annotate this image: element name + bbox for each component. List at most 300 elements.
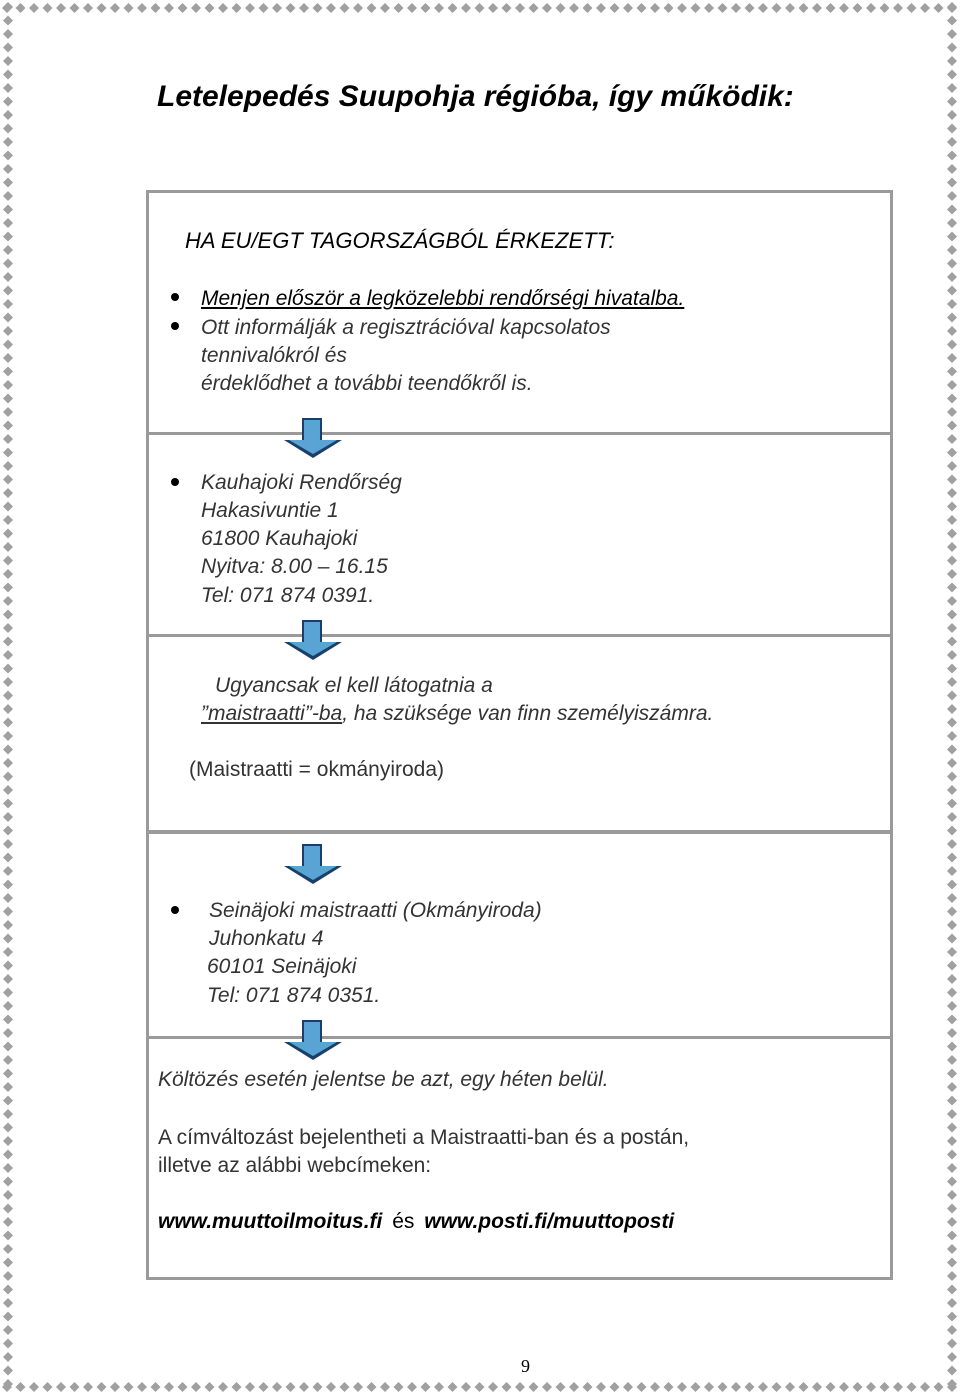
border-diamond bbox=[947, 110, 957, 120]
border-diamond bbox=[785, 1382, 795, 1392]
border-diamond bbox=[3, 934, 13, 944]
border-diamond bbox=[3, 110, 13, 120]
down-arrow-icon bbox=[284, 844, 342, 886]
border-diamond bbox=[3, 785, 13, 795]
border-diamond bbox=[947, 1163, 957, 1173]
border-diamond bbox=[947, 1123, 957, 1133]
border-diamond bbox=[893, 1382, 903, 1392]
border-diamond bbox=[839, 1382, 849, 1392]
border-diamond bbox=[3, 853, 13, 863]
eu-arrival-box bbox=[146, 190, 893, 435]
border-diamond bbox=[853, 1382, 863, 1392]
border-diamond bbox=[448, 1382, 458, 1392]
border-diamond bbox=[151, 3, 161, 13]
border-diamond bbox=[83, 1382, 93, 1392]
border-diamond bbox=[947, 434, 957, 444]
border-diamond bbox=[650, 3, 660, 13]
border-diamond bbox=[475, 3, 485, 13]
border-diamond bbox=[245, 3, 255, 13]
border-diamond bbox=[3, 596, 13, 606]
border-diamond bbox=[421, 1382, 431, 1392]
border-diamond bbox=[947, 1015, 957, 1025]
url-muuttoilmoitus[interactable]: www.muuttoilmoitus.fi bbox=[158, 1210, 383, 1233]
border-diamond bbox=[3, 1325, 13, 1335]
border-diamond bbox=[299, 1382, 309, 1392]
border-diamond bbox=[947, 1271, 957, 1281]
border-diamond bbox=[97, 1382, 107, 1392]
border-diamond bbox=[529, 1382, 539, 1392]
seinajoki-address-box bbox=[146, 831, 893, 1039]
border-diamond bbox=[623, 1382, 633, 1392]
border-diamond bbox=[583, 3, 593, 13]
border-diamond bbox=[259, 3, 269, 13]
bullet bbox=[171, 906, 179, 914]
border-diamond bbox=[947, 1298, 957, 1308]
border-diamond bbox=[3, 974, 13, 984]
border-diamond bbox=[947, 853, 957, 863]
border-diamond bbox=[947, 1312, 957, 1322]
border-diamond bbox=[3, 326, 13, 336]
maistraatti-line2-rest: , ha szüksége van finn személyiszámra. bbox=[342, 702, 714, 725]
border-diamond bbox=[272, 1382, 282, 1392]
border-diamond bbox=[947, 448, 957, 458]
border-diamond bbox=[947, 1109, 957, 1119]
border-diamond bbox=[191, 3, 201, 13]
border-diamond bbox=[947, 1352, 957, 1362]
police-phone: Tel: 071 874 0391. bbox=[201, 584, 375, 607]
border-diamond bbox=[407, 1382, 417, 1392]
border-diamond bbox=[772, 1382, 782, 1392]
border-diamond bbox=[947, 313, 957, 323]
border-diamond bbox=[3, 569, 13, 579]
border-diamond bbox=[947, 353, 957, 363]
border-diamond bbox=[866, 1382, 876, 1392]
border-diamond bbox=[3, 1312, 13, 1322]
border-diamond bbox=[947, 164, 957, 174]
border-diamond bbox=[947, 1217, 957, 1227]
border-diamond bbox=[3, 367, 13, 377]
border-diamond bbox=[3, 97, 13, 107]
office-street: Juhonkatu 4 bbox=[209, 927, 324, 950]
border-diamond bbox=[947, 772, 957, 782]
border-diamond bbox=[43, 3, 53, 13]
border-diamond bbox=[799, 1382, 809, 1392]
border-diamond bbox=[947, 191, 957, 201]
border-diamond bbox=[3, 124, 13, 134]
border-diamond bbox=[353, 3, 363, 13]
border-diamond bbox=[947, 97, 957, 107]
border-diamond bbox=[947, 650, 957, 660]
border-diamond bbox=[3, 475, 13, 485]
border-diamond bbox=[812, 3, 822, 13]
border-diamond bbox=[826, 3, 836, 13]
border-diamond bbox=[3, 232, 13, 242]
border-diamond bbox=[218, 3, 228, 13]
address-change-line1: A címváltozást bejelentheti a Maistraatti-ban és a postán, bbox=[158, 1126, 690, 1149]
border-diamond bbox=[677, 3, 687, 13]
border-diamond bbox=[70, 1382, 80, 1392]
border-diamond bbox=[947, 56, 957, 66]
border-diamond bbox=[3, 772, 13, 782]
border-diamond bbox=[947, 880, 957, 890]
border-diamond bbox=[3, 380, 13, 390]
border-diamond bbox=[947, 745, 957, 755]
border-diamond bbox=[677, 1382, 687, 1392]
border-diamond bbox=[3, 826, 13, 836]
diamond-border-bottom bbox=[0, 1378, 960, 1396]
border-diamond bbox=[947, 124, 957, 134]
border-diamond bbox=[3, 2, 13, 12]
border-diamond bbox=[947, 515, 957, 525]
border-diamond bbox=[542, 3, 552, 13]
border-diamond bbox=[947, 826, 957, 836]
border-diamond bbox=[947, 610, 957, 620]
border-diamond bbox=[947, 785, 957, 795]
border-diamond bbox=[340, 3, 350, 13]
border-diamond bbox=[947, 664, 957, 674]
border-diamond bbox=[3, 650, 13, 660]
border-diamond bbox=[704, 1382, 714, 1392]
border-diamond bbox=[947, 1190, 957, 1200]
border-diamond bbox=[3, 664, 13, 674]
border-diamond bbox=[947, 205, 957, 215]
border-diamond bbox=[3, 731, 13, 741]
border-diamond bbox=[3, 704, 13, 714]
border-diamond bbox=[164, 1382, 174, 1392]
border-diamond bbox=[448, 3, 458, 13]
border-diamond bbox=[947, 83, 957, 93]
border-diamond bbox=[3, 70, 13, 80]
border-diamond bbox=[515, 3, 525, 13]
border-diamond bbox=[947, 812, 957, 822]
border-diamond bbox=[3, 1339, 13, 1349]
border-diamond bbox=[947, 758, 957, 768]
border-diamond bbox=[920, 1382, 930, 1392]
border-diamond bbox=[920, 3, 930, 13]
border-diamond bbox=[3, 1217, 13, 1227]
border-diamond bbox=[3, 907, 13, 917]
border-diamond bbox=[3, 1244, 13, 1254]
border-diamond bbox=[3, 812, 13, 822]
border-diamond bbox=[3, 1150, 13, 1160]
border-diamond bbox=[407, 3, 417, 13]
border-diamond bbox=[718, 3, 728, 13]
border-diamond bbox=[569, 1382, 579, 1392]
border-diamond bbox=[3, 191, 13, 201]
border-diamond bbox=[3, 178, 13, 188]
border-diamond bbox=[637, 3, 647, 13]
border-diamond bbox=[745, 3, 755, 13]
border-diamond bbox=[286, 3, 296, 13]
border-diamond bbox=[3, 245, 13, 255]
border-diamond bbox=[3, 947, 13, 957]
border-diamond bbox=[3, 1285, 13, 1295]
border-diamond bbox=[947, 947, 957, 957]
border-diamond bbox=[947, 70, 957, 80]
bullet bbox=[171, 293, 179, 301]
link-conjunction: és bbox=[392, 1210, 415, 1233]
border-diamond bbox=[947, 475, 957, 485]
border-diamond bbox=[947, 488, 957, 498]
border-diamond bbox=[947, 569, 957, 579]
border-diamond bbox=[947, 1028, 957, 1038]
border-diamond bbox=[205, 1382, 215, 1392]
maistraatti-definition: (Maistraatti = okmányiroda) bbox=[189, 758, 445, 781]
border-diamond bbox=[596, 1382, 606, 1392]
border-diamond bbox=[3, 745, 13, 755]
border-diamond bbox=[947, 137, 957, 147]
border-diamond bbox=[947, 961, 957, 971]
border-diamond bbox=[3, 313, 13, 323]
border-diamond bbox=[907, 3, 917, 13]
down-arrow-icon bbox=[284, 1020, 342, 1062]
border-diamond bbox=[529, 3, 539, 13]
border-diamond bbox=[731, 3, 741, 13]
border-diamond bbox=[3, 488, 13, 498]
border-diamond bbox=[313, 3, 323, 13]
border-diamond bbox=[610, 1382, 620, 1392]
border-diamond bbox=[947, 43, 957, 53]
border-diamond bbox=[704, 3, 714, 13]
diamond-border-top bbox=[0, 0, 960, 18]
maistraatti-info-box bbox=[146, 634, 893, 833]
border-diamond bbox=[758, 1382, 768, 1392]
border-diamond bbox=[664, 1382, 674, 1392]
border-diamond bbox=[3, 583, 13, 593]
border-diamond bbox=[3, 1298, 13, 1308]
border-diamond bbox=[488, 1382, 498, 1392]
border-diamond bbox=[3, 1028, 13, 1038]
border-diamond bbox=[947, 380, 957, 390]
border-diamond bbox=[232, 3, 242, 13]
border-diamond bbox=[947, 596, 957, 606]
border-diamond bbox=[3, 43, 13, 53]
border-diamond bbox=[947, 529, 957, 539]
border-diamond bbox=[947, 718, 957, 728]
border-diamond bbox=[245, 1382, 255, 1392]
maistraatti-line1: Ugyancsak el kell látogatnia a bbox=[215, 674, 493, 697]
border-diamond bbox=[947, 407, 957, 417]
border-diamond bbox=[3, 1001, 13, 1011]
border-diamond bbox=[947, 259, 957, 269]
border-diamond bbox=[3, 637, 13, 647]
border-diamond bbox=[3, 421, 13, 431]
border-diamond bbox=[947, 988, 957, 998]
border-diamond bbox=[137, 1382, 147, 1392]
list-item-info-line2: tennivalókról és bbox=[201, 344, 347, 367]
border-diamond bbox=[56, 1382, 66, 1392]
down-arrow-icon bbox=[284, 418, 342, 460]
border-diamond bbox=[947, 1042, 957, 1052]
police-hours: Nyitva: 8.00 – 16.15 bbox=[201, 555, 388, 578]
border-diamond bbox=[3, 218, 13, 228]
border-diamond bbox=[826, 1382, 836, 1392]
border-diamond bbox=[340, 1382, 350, 1392]
border-diamond bbox=[367, 1382, 377, 1392]
address-change-line2: illetve az alábbi webcímeken: bbox=[158, 1154, 432, 1177]
border-diamond bbox=[3, 151, 13, 161]
border-diamond bbox=[3, 529, 13, 539]
border-diamond bbox=[947, 326, 957, 336]
border-diamond bbox=[947, 29, 957, 39]
border-diamond bbox=[3, 448, 13, 458]
border-diamond bbox=[367, 3, 377, 13]
border-diamond bbox=[556, 1382, 566, 1392]
border-diamond bbox=[664, 3, 674, 13]
border-diamond bbox=[839, 3, 849, 13]
page-number: 9 bbox=[521, 1356, 530, 1376]
border-diamond bbox=[394, 3, 404, 13]
border-diamond bbox=[110, 3, 120, 13]
border-diamond bbox=[3, 407, 13, 417]
border-diamond bbox=[3, 1123, 13, 1133]
border-diamond bbox=[893, 3, 903, 13]
border-diamond bbox=[947, 799, 957, 809]
border-diamond bbox=[3, 1096, 13, 1106]
border-diamond bbox=[137, 3, 147, 13]
border-diamond bbox=[718, 1382, 728, 1392]
border-diamond bbox=[947, 1069, 957, 1079]
border-diamond bbox=[947, 907, 957, 917]
border-diamond bbox=[124, 1382, 134, 1392]
border-diamond bbox=[3, 839, 13, 849]
border-diamond bbox=[3, 83, 13, 93]
web-links bbox=[158, 1211, 674, 1232]
url-posti[interactable]: www.posti.fi/muuttoposti bbox=[424, 1210, 675, 1233]
border-diamond bbox=[3, 1379, 13, 1389]
border-diamond bbox=[947, 1136, 957, 1146]
border-diamond bbox=[691, 3, 701, 13]
border-diamond bbox=[610, 3, 620, 13]
border-diamond bbox=[866, 3, 876, 13]
border-diamond bbox=[785, 3, 795, 13]
border-diamond bbox=[3, 1366, 13, 1376]
border-diamond bbox=[947, 1096, 957, 1106]
list-item-info-line1: Ott informálják a regisztrációval kapcsolatos bbox=[201, 316, 611, 339]
border-diamond bbox=[178, 3, 188, 13]
border-diamond bbox=[502, 3, 512, 13]
border-diamond bbox=[947, 421, 957, 431]
border-diamond bbox=[3, 1177, 13, 1187]
border-diamond bbox=[3, 1015, 13, 1025]
list-item-police: Menjen először a legközelebbi rendőrségi hivatalba. bbox=[201, 287, 685, 310]
border-diamond bbox=[380, 1382, 390, 1392]
border-diamond bbox=[43, 1382, 53, 1392]
border-diamond bbox=[731, 1382, 741, 1392]
border-diamond bbox=[3, 299, 13, 309]
border-diamond bbox=[947, 1325, 957, 1335]
border-diamond bbox=[475, 1382, 485, 1392]
police-name: Kauhajoki Rendőrség bbox=[201, 471, 402, 494]
border-diamond bbox=[3, 623, 13, 633]
border-diamond bbox=[947, 1177, 957, 1187]
border-diamond bbox=[286, 1382, 296, 1392]
border-diamond bbox=[421, 3, 431, 13]
border-diamond bbox=[947, 1258, 957, 1268]
border-diamond bbox=[772, 3, 782, 13]
border-diamond bbox=[3, 691, 13, 701]
border-diamond bbox=[3, 1231, 13, 1241]
border-diamond bbox=[3, 893, 13, 903]
border-diamond bbox=[947, 286, 957, 296]
border-diamond bbox=[947, 340, 957, 350]
border-diamond bbox=[259, 1382, 269, 1392]
border-diamond bbox=[3, 353, 13, 363]
office-name: Seinäjoki maistraatti (Okmányiroda) bbox=[209, 899, 542, 922]
border-diamond bbox=[3, 556, 13, 566]
border-diamond bbox=[947, 178, 957, 188]
border-diamond bbox=[70, 3, 80, 13]
border-diamond bbox=[3, 718, 13, 728]
border-diamond bbox=[623, 3, 633, 13]
border-diamond bbox=[947, 704, 957, 714]
border-diamond bbox=[947, 394, 957, 404]
move-notice: Költözés esetén jelentse be azt, egy héten belül. bbox=[158, 1068, 609, 1091]
border-diamond bbox=[380, 3, 390, 13]
border-diamond bbox=[178, 1382, 188, 1392]
address-change-box bbox=[146, 1036, 893, 1280]
border-diamond bbox=[3, 920, 13, 930]
border-diamond bbox=[3, 259, 13, 269]
border-diamond bbox=[434, 1382, 444, 1392]
police-street: Hakasivuntie 1 bbox=[201, 499, 339, 522]
border-diamond bbox=[947, 299, 957, 309]
border-diamond bbox=[3, 137, 13, 147]
border-diamond bbox=[56, 3, 66, 13]
border-diamond bbox=[569, 3, 579, 13]
border-diamond bbox=[947, 1366, 957, 1376]
border-diamond bbox=[3, 961, 13, 971]
border-diamond bbox=[3, 205, 13, 215]
police-address-box bbox=[146, 432, 893, 637]
border-diamond bbox=[110, 1382, 120, 1392]
border-diamond bbox=[947, 1339, 957, 1349]
border-diamond bbox=[542, 1382, 552, 1392]
border-diamond bbox=[947, 1001, 957, 1011]
border-diamond bbox=[3, 988, 13, 998]
list-item-info-line3: érdeklődhet a további teendőkről is. bbox=[201, 372, 533, 395]
page-title: Letelepedés Suupohja régióba, így működik: bbox=[157, 80, 794, 113]
border-diamond bbox=[947, 232, 957, 242]
border-diamond bbox=[3, 461, 13, 471]
border-diamond bbox=[3, 1258, 13, 1268]
border-diamond bbox=[880, 3, 890, 13]
border-diamond bbox=[947, 1055, 957, 1065]
bullet bbox=[171, 322, 179, 330]
border-diamond bbox=[691, 1382, 701, 1392]
border-diamond bbox=[515, 1382, 525, 1392]
border-diamond bbox=[124, 3, 134, 13]
border-diamond bbox=[434, 3, 444, 13]
border-diamond bbox=[3, 394, 13, 404]
border-diamond bbox=[488, 3, 498, 13]
border-diamond bbox=[272, 3, 282, 13]
border-diamond bbox=[3, 164, 13, 174]
border-diamond bbox=[3, 1163, 13, 1173]
border-diamond bbox=[745, 1382, 755, 1392]
border-diamond bbox=[637, 1382, 647, 1392]
border-diamond bbox=[3, 1204, 13, 1214]
border-diamond bbox=[812, 1382, 822, 1392]
border-diamond bbox=[3, 1352, 13, 1362]
border-diamond bbox=[3, 515, 13, 525]
down-arrow-icon bbox=[284, 620, 342, 662]
border-diamond bbox=[947, 502, 957, 512]
border-diamond bbox=[3, 799, 13, 809]
border-diamond bbox=[947, 839, 957, 849]
border-diamond bbox=[218, 1382, 228, 1392]
border-diamond bbox=[151, 1382, 161, 1392]
